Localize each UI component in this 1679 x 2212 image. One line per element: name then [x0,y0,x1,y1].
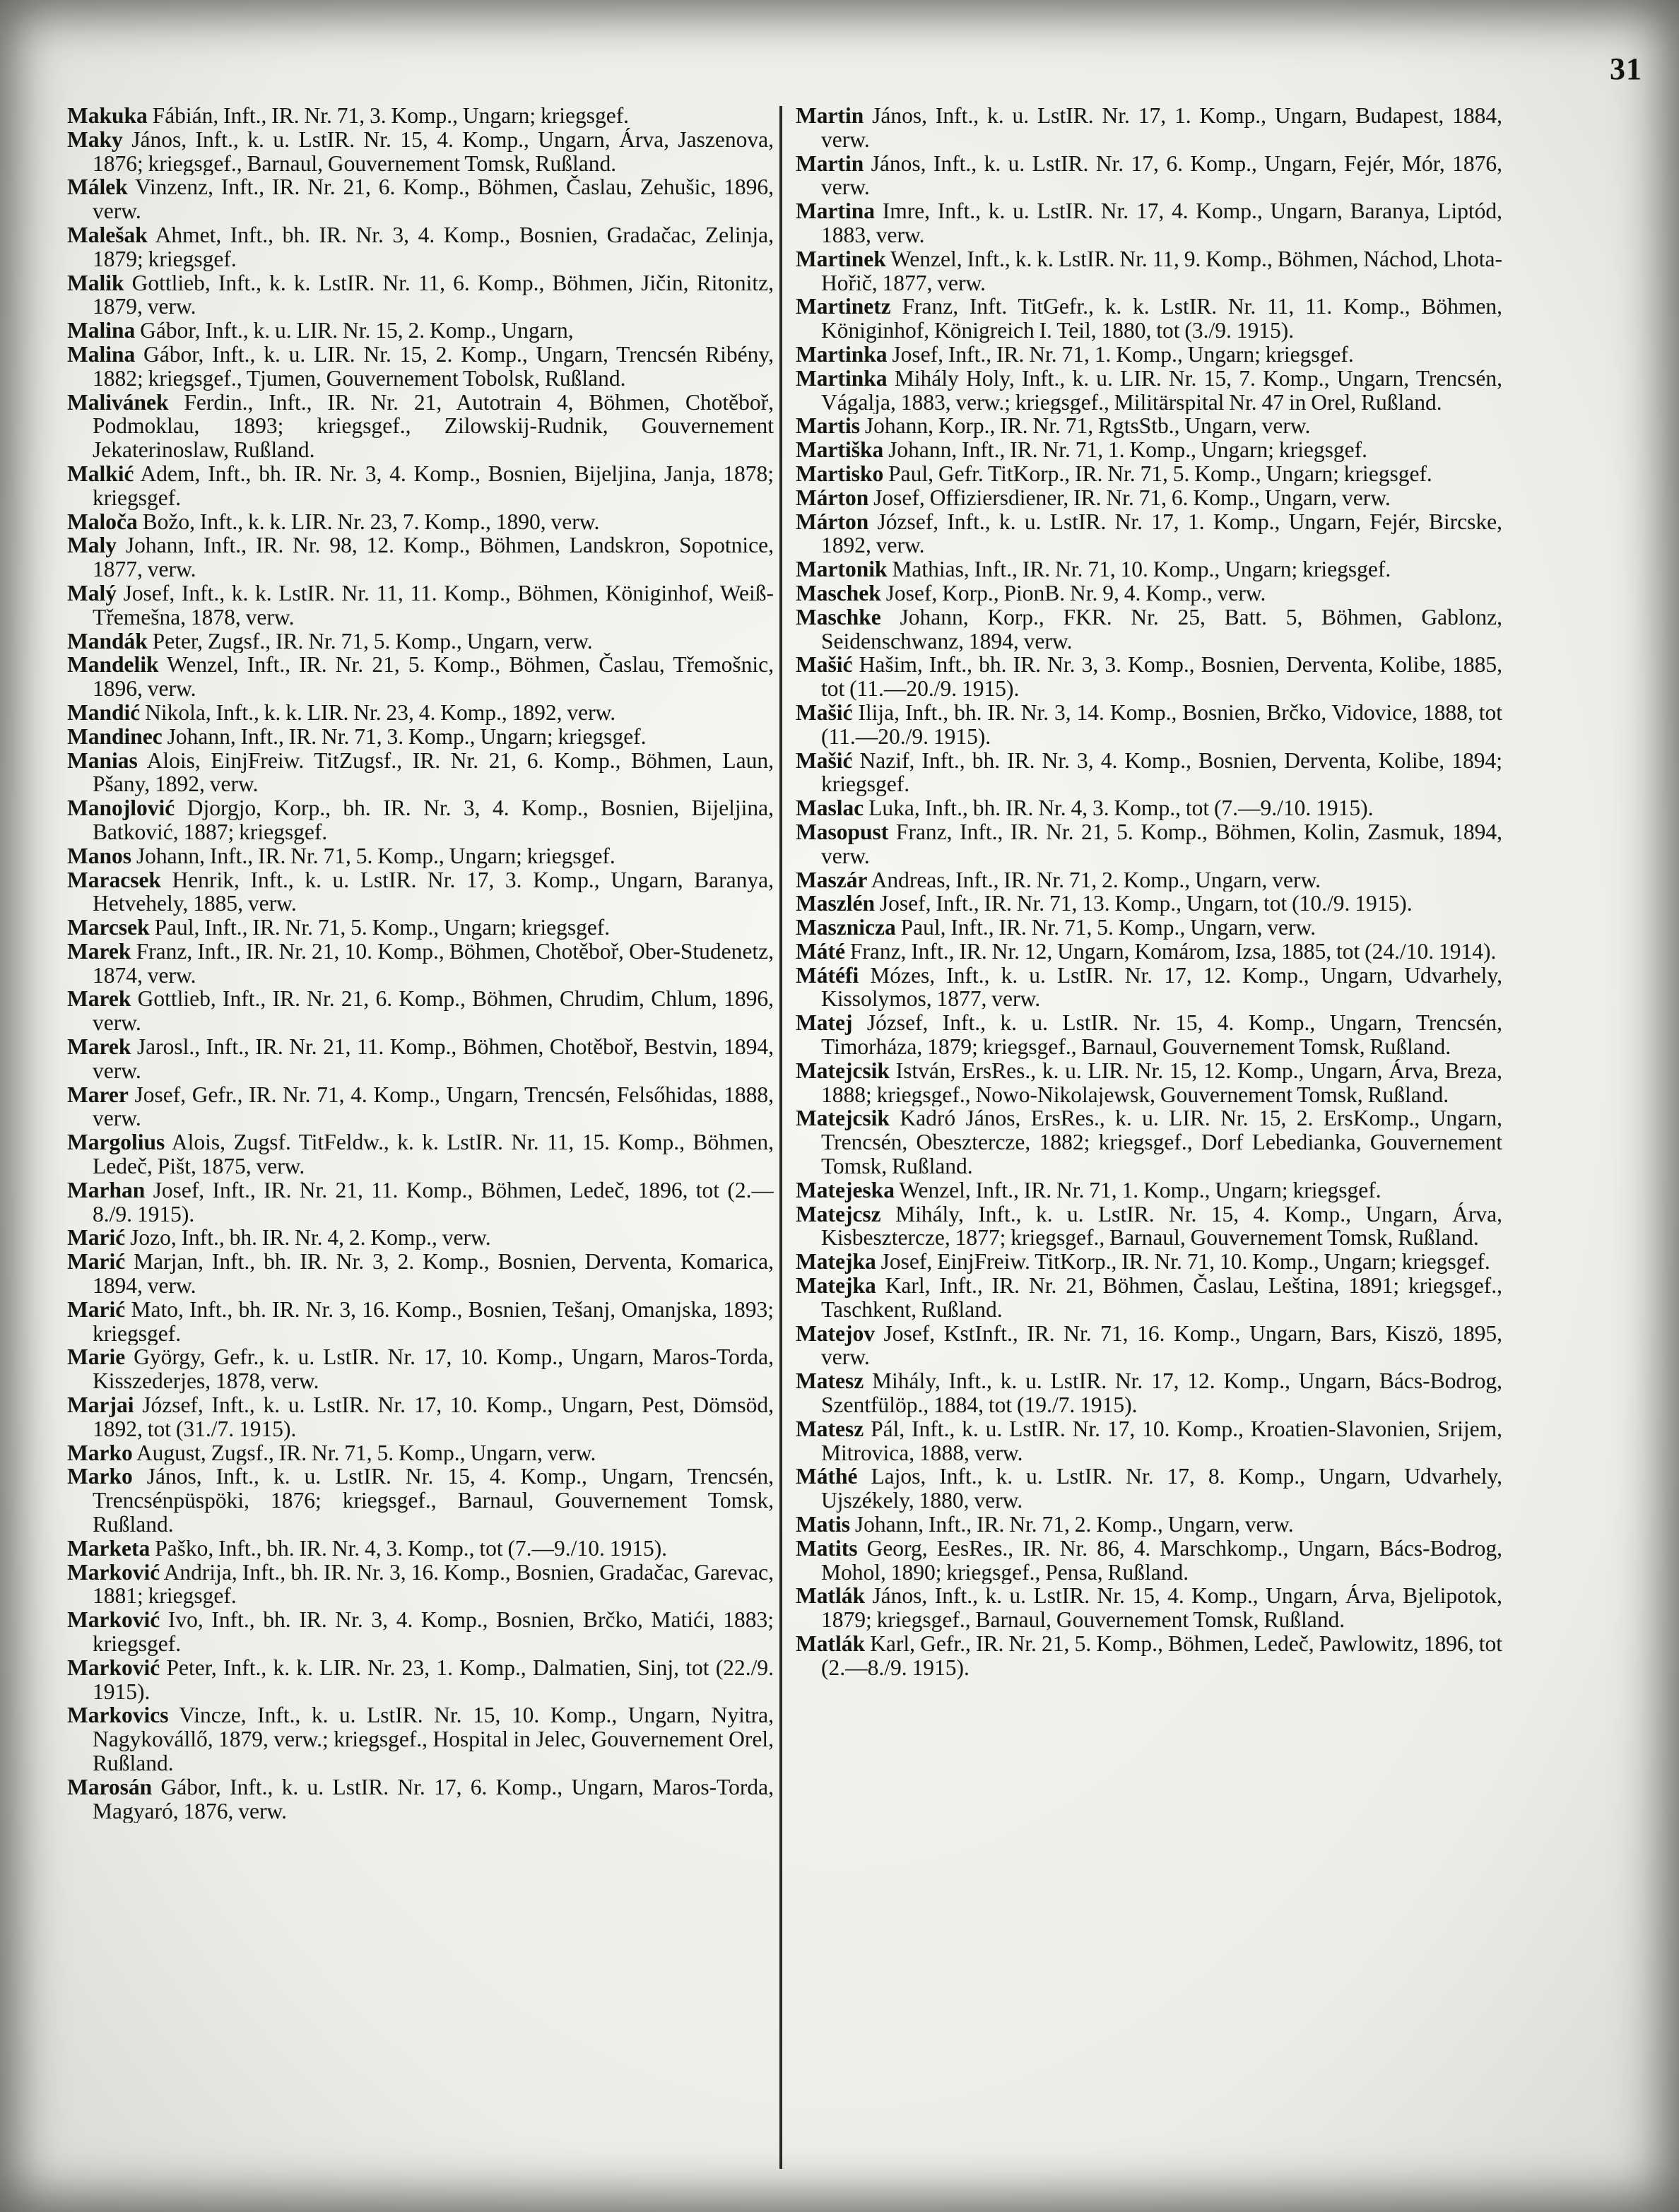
entry-surname: Martiška [796,438,884,462]
entry-surname: Markovics [67,1703,169,1728]
roster-entry [796,964,1502,1012]
entry-surname: Maschke [796,605,881,629]
entry-surname: Mašić [796,653,853,678]
roster-entry [796,605,1502,653]
roster-entry [67,1656,774,1704]
entry-details: Henrik, Inft., k. u. LstIR. Nr. 17, 3. Komp., Ungarn, Baranya, Hetvehely, 1885, verw. [93,868,774,916]
entry-details: Marjan, Inft., bh. IR. Nr. 3, 2. Komp., Bosnien, Derventa, Komarica, 1894, verw. [93,1250,774,1298]
roster-entry [67,844,774,868]
entry-surname: Málek [67,175,128,200]
roster-entry [67,1393,774,1441]
entry-details: Mathias, Inft., IR. Nr. 71, 10. Komp., Ungarn; kriegsgef. [887,557,1391,581]
entry-details: Wenzel, Inft., IR. Nr. 21, 5. Komp., Böhmen, Časlau, Třemošnic, 1896, verw. [93,653,774,701]
entry-surname: Maracsek [67,868,161,892]
entry-details: Johann, Korp., FKR. Nr. 25, Batt. 5, Böhmen, Gablonz, Seidenschwanz, 1894, verw. [821,605,1502,653]
roster-entry [796,892,1502,916]
roster-entry [67,510,774,534]
column-divider [779,106,782,2169]
roster-entry [67,1250,774,1298]
entry-surname: Matejka [796,1274,876,1299]
entry-surname: Marek [67,939,131,964]
entry-surname: Mandinec [67,724,163,749]
entry-details: Franz, Inft., IR. Nr. 21, 10. Komp., Böhmen, Chotěboř, Ober-Studenetz, 1874, verw. [93,939,774,988]
entry-surname: Maslac [796,796,864,820]
entry-surname: Matlák [796,1584,865,1609]
entry-surname: Maloča [67,509,138,534]
entry-details: Gábor, Inft., k. u. LIR. Nr. 15, 2. Komp., Ungarn, [135,319,574,343]
entry-details: György, Gefr., k. u. LstIR. Nr. 17, 10. Komp., Ungarn, Maros-Torda, Kisszederjes, 1878, verw. [93,1345,774,1394]
roster-entry [796,414,1502,438]
roster-entry [796,438,1502,462]
entry-surname: Marković [67,1608,160,1633]
roster-entry [796,343,1502,367]
roster-entry [67,1537,774,1561]
roster-entry [67,1703,774,1775]
entry-details: Josef, EinjFreiw. TitKorp., IR. Nr. 71, 10. Komp., Ungarn; kriegsgef. [876,1250,1490,1274]
roster-entry [67,916,774,940]
roster-entry [796,199,1502,247]
entry-details: Pál, Inft., k. u. LstIR. Nr. 17, 10. Komp., Kroatien-Slavonien, Srijem, Mitrovica, 1888, verw. [821,1416,1502,1465]
entry-surname: Marek [67,987,131,1012]
roster-entry [796,701,1502,749]
entry-surname: Masopust [796,820,889,844]
roster-entry [67,1298,774,1346]
roster-entry [796,1513,1502,1537]
entry-details: Mihály, Inft., k. u. LstIR. Nr. 17, 12. Komp., Ungarn, Bács-Bodrog, Szentfülöp., 1884, tot (19./7. 1915). [821,1369,1502,1417]
entry-details: Kadró János, ErsRes., k. u. LIR. Nr. 15, 2. ErsKomp., Ungarn, Trencsén, Obesztercze, 1882; kriegsgef., Dorf Lebedianka, Gouvernement Tomsk, Rußland. [821,1106,1502,1178]
entry-surname: Maschek [796,581,881,605]
entry-details: Johann, Korp., IR. Nr. 71, RgtsStb., Ungarn, verw. [859,414,1311,439]
entry-details: Nikola, Inft., k. k. LIR. Nr. 23, 4. Komp., 1892, verw. [140,700,616,725]
entry-surname: Marosán [67,1775,153,1799]
entry-surname: Martinka [796,342,888,367]
roster-entry [796,295,1502,343]
roster-entry [67,391,774,462]
entry-surname: Margolius [67,1130,165,1155]
entry-details: Gottlieb, Inft., k. k. LstIR. Nr. 11, 6. Komp., Böhmen, Jičin, Ritonitz, 1879, verw. [93,271,774,319]
roster-entry [67,1226,774,1250]
entry-details: Mihály Holy, Inft., k. u. LIR. Nr. 15, 7. Komp., Ungarn, Trencsén, Vágalja, 1883, verw.; kriegsgef., Militärspital Nr. 47 in Orel, Rußland. [821,366,1502,415]
entry-details: Gottlieb, Inft., IR. Nr. 21, 6. Komp., Böhmen, Chrudim, Chlum, 1896, verw. [93,987,774,1036]
entry-details: Wenzel, Inft., k. k. LstIR. Nr. 11, 9. Komp., Böhmen, Náchod, Lhota-Hořič, 1877, verw. [821,247,1502,295]
entry-surname: Malivánek [67,390,169,415]
entry-surname: Manias [67,748,138,773]
entry-details: Karl, Gefr., IR. Nr. 21, 5. Komp., Böhmen, Ledeč, Pawlowitz, 1896, tot (2.—8./9. 1915). [821,1632,1502,1680]
entry-surname: Martinetz [796,295,891,319]
entry-details: Andrija, Inft., bh. IR. Nr. 3, 16. Komp., Bosnien, Gradačac, Garevac, 1881; kriegsgef. [93,1560,774,1609]
entry-details: János, Inft., k. u. LstIR. Nr. 17, 6. Komp., Ungarn, Fejér, Mór, 1876, verw. [821,151,1502,200]
roster-entry [796,940,1502,964]
entry-surname: Maszár [796,868,868,892]
roster-entry [796,1178,1502,1202]
entry-details: Mózes, Inft., k. u. LstIR. Nr. 17, 12. Komp., Ungarn, Udvarhely, Kissolymos, 1877, verw. [821,963,1502,1012]
roster-entry [796,868,1502,892]
entry-surname: Matejcsik [796,1058,890,1083]
entry-details: Imre, Inft., k. u. LstIR. Nr. 17, 4. Komp., Ungarn, Baranya, Liptód, 1883, verw. [821,199,1502,247]
entry-details: Luka, Inft., bh. IR. Nr. 4, 3. Komp., tot (7.—9./10. 1915). [864,796,1374,820]
roster-entry [796,1465,1502,1513]
entry-surname: Marić [67,1226,126,1250]
page-number: 31 [1610,52,1642,86]
roster-entry [67,1178,774,1226]
entry-surname: Mandelik [67,653,159,678]
entry-details: Franz, Inft., IR. Nr. 12, Ungarn, Komárom, Izsa, 1885, tot (24./10. 1914). [844,939,1497,964]
entry-surname: Marcsek [67,916,150,940]
roster-entry [67,104,774,128]
roster-entry [67,1608,774,1656]
entry-details: Božo, Inft., k. k. LIR. Nr. 23, 7. Komp., 1890, verw. [137,509,600,534]
roster-entry [67,581,774,629]
roster-entry [796,916,1502,940]
entry-surname: Marer [67,1082,129,1107]
entry-surname: Marhan [67,1178,146,1202]
entry-details: Johann, Inft., IR. Nr. 71, 5. Komp., Ungarn; kriegsgef. [131,844,615,868]
roster-entry [796,152,1502,200]
entry-surname: Malina [67,342,136,367]
entry-surname: Marko [67,1441,133,1465]
entry-details: Ahmet, Inft., bh. IR. Nr. 3, 4. Komp., Bosnien, Gradačac, Zelinja, 1879; kriegsgef. [93,223,774,271]
entry-details: Paško, Inft., bh. IR. Nr. 4, 3. Komp., tot (7.—9./10. 1915). [150,1536,668,1561]
left-column [67,104,774,1823]
entry-details: Nazif, Inft., bh. IR. Nr. 3, 4. Komp., Bosnien, Derventa, Kolibe, 1894; kriegsgef. [821,748,1502,797]
entry-surname: Matlák [796,1632,865,1656]
right-column [796,104,1502,1680]
roster-entry [796,581,1502,605]
entry-details: Alois, Zugsf. TitFeldw., k. k. LstIR. Nr. 11, 15. Komp., Böhmen, Ledeč, Pišt, 1875, verw. [93,1130,774,1178]
roster-entry [67,462,774,510]
roster-entry [796,367,1502,415]
entry-details: Franz, Inft. TitGefr., k. k. LstIR. Nr. 11, 11. Komp., Böhmen, Königinhof, Königreich I. Teil, 1880, tot (3./9. 1915). [821,295,1502,343]
entry-details: Peter, Zugsf., IR. Nr. 71, 5. Komp., Ungarn, verw. [147,629,593,653]
entry-details: Ferdin., Inft., IR. Nr. 21, Autotrain 4, Böhmen, Chotěboř, Podmoklau, 1893; kriegsgef., Zilowskij-Rudnik, Gouvernement Jekaterinoslaw, Rußland. [93,390,774,462]
entry-surname: Mašić [796,700,853,725]
roster-entry [796,1250,1502,1274]
entry-surname: Maky [67,127,123,152]
roster-entry [796,104,1502,152]
entry-surname: Matejcsz [796,1202,881,1226]
entry-details: Gábor, Inft., k. u. LstIR. Nr. 17, 6. Komp., Ungarn, Maros-Torda, Magyaró, 1876, verw. [93,1775,774,1823]
entry-surname: Martin [796,151,864,176]
entry-surname: Marić [67,1250,126,1274]
entry-details: Ivo, Inft., bh. IR. Nr. 3, 4. Komp., Bosnien, Brčko, Matići, 1883; kriegsgef. [93,1608,774,1656]
roster-entry [67,701,774,725]
roster-entry [796,1106,1502,1178]
entry-surname: Matejcsik [796,1106,890,1131]
entry-details: Karl, Inft., IR. Nr. 21, Böhmen, Časlau, Leština, 1891; kriegsgef., Taschkent, Rußland. [821,1274,1502,1322]
entry-details: Georg, EesRes., IR. Nr. 86, 4. Marschkomp., Ungarn, Bács-Bodrog, Mohol, 1890; kriegsgef., Pensa, Rußland. [821,1536,1502,1585]
roster-entry [796,1011,1502,1059]
entry-surname: Mašić [796,748,853,773]
entry-details: Alois, EinjFreiw. TitZugsf., IR. Nr. 21, 6. Komp., Böhmen, Laun, Pšany, 1892, verw. [93,748,774,797]
entry-details: Ilija, Inft., bh. IR. Nr. 3, 14. Komp., Bosnien, Brčko, Vidovice, 1888, tot (11.—20./9. 1915). [821,700,1502,749]
entry-details: Johann, Inft., IR. Nr. 71, 1. Komp., Ungarn; kriegsgef. [883,438,1368,462]
entry-details: Djorgjo, Korp., bh. IR. Nr. 3, 4. Komp., Bosnien, Bijeljina, Batković, 1887; kriegsgef. [93,796,774,844]
roster-entry [796,796,1502,820]
entry-surname: Malina [67,319,136,343]
entry-surname: Matej [796,1011,853,1036]
entry-surname: Matejka [796,1250,876,1274]
roster-entry [67,749,774,797]
roster-entry [796,1202,1502,1250]
roster-entry [796,1632,1502,1680]
entry-details: József, Inft., k. u. LstIR. Nr. 17, 10. Komp., Ungarn, Pest, Dömsöd, 1892, tot (31./7. 1915). [93,1393,774,1441]
roster-entry [796,653,1502,701]
roster-entry [67,343,774,391]
entry-details: Josef, Korp., PionB. Nr. 9, 4. Komp., verw. [880,581,1266,605]
entry-details: Vinzenz, Inft., IR. Nr. 21, 6. Komp., Böhmen, Časlau, Zehušic, 1896, verw. [93,175,774,223]
entry-surname: Manojlović [67,796,175,821]
entry-details: Josef, Inft., IR. Nr. 21, 11. Komp., Böhmen, Ledeč, 1896, tot (2.—8./9. 1915). [93,1178,774,1226]
entry-details: Josef, Inft., IR. Nr. 71, 1. Komp., Ungarn; kriegsgef. [887,342,1354,367]
entry-surname: Martinka [796,366,888,391]
roster-entry [796,1322,1502,1370]
entry-details: Johann, Inft., IR. Nr. 98, 12. Komp., Böhmen, Landskron, Sopotnice, 1877, verw. [93,533,774,581]
entry-details: Fábián, Inft., IR. Nr. 71, 3. Komp., Ungarn; kriegsgef. [147,104,630,128]
entry-surname: Marie [67,1345,126,1370]
roster-entry [67,271,774,319]
entry-surname: Manos [67,844,132,868]
entry-surname: Martonik [796,557,888,581]
entry-surname: Maszlén [796,892,875,916]
entry-details: János, Inft., k. u. LstIR. Nr. 15, 4. Komp., Ungarn, Árva, Jaszenova, 1876; kriegsgef., Barnaul, Gouvernement Tomsk, Rußland. [93,127,774,176]
entry-surname: Martina [796,199,875,224]
entry-details: Josef, Inft., IR. Nr. 71, 13. Komp., Ungarn, tot (10./9. 1915). [874,892,1413,916]
roster-entry [67,1083,774,1131]
roster-entry [67,1561,774,1609]
entry-details: Wenzel, Inft., IR. Nr. 71, 1. Komp., Ungarn; kriegsgef. [894,1178,1382,1202]
roster-entry [67,1345,774,1393]
entry-details: Lajos, Inft., k. u. LstIR. Nr. 17, 8. Komp., Ungarn, Udvarhely, Ujszékely, 1880, verw. [821,1465,1502,1513]
entry-details: Johann, Inft., IR. Nr. 71, 2. Komp., Ungarn, verw. [849,1513,1294,1537]
roster-entry [67,1130,774,1178]
entry-surname: Martisko [796,461,884,486]
entry-details: Andreas, Inft., IR. Nr. 71, 2. Komp., Ungarn, verw. [867,868,1321,892]
entry-details: Jozo, Inft., bh. IR. Nr. 4, 2. Komp., verw. [125,1226,491,1250]
roster-entry [67,725,774,749]
entry-surname: Martis [796,414,860,439]
roster-entry [67,629,774,653]
entry-details: József, Inft., k. u. LstIR. Nr. 15, 4. Komp., Ungarn, Trencsén, Timorháza, 1879; kriegsgef., Barnaul, Gouvernement Tomsk, Rußland. [821,1011,1502,1059]
roster-entry [796,1274,1502,1322]
entry-surname: Martin [796,104,864,128]
entry-details: József, Inft., k. u. LstIR. Nr. 17, 1. Komp., Ungarn, Fejér, Bircske, 1892, verw. [821,509,1502,558]
roster-entry [67,868,774,916]
entry-surname: Marek [67,1035,131,1060]
entry-surname: Matits [796,1536,858,1561]
entry-surname: Matesz [796,1369,864,1394]
entry-surname: Marković [67,1655,160,1680]
roster-entry [796,749,1502,797]
roster-entry [796,1369,1502,1417]
entry-details: Paul, Inft., IR. Nr. 71, 5. Komp., Ungarn; kriegsgef. [149,916,611,940]
entry-surname: Máté [796,939,845,964]
roster-entry [796,820,1502,868]
roster-entry [67,175,774,223]
entry-surname: Márton [796,509,869,534]
roster-entry [796,486,1502,510]
entry-surname: Malý [67,581,117,605]
entry-details: János, Inft., k. u. LstIR. Nr. 17, 1. Komp., Ungarn, Budapest, 1884, verw. [821,104,1502,152]
entry-details: János, Inft., k. u. LstIR. Nr. 15, 4. Komp., Ungarn, Trencsén, Trencsénpüspöki, 1876; kriegsgef., Barnaul, Gouvernement Tomsk, Rußland. [93,1465,774,1537]
entry-details: Josef, KstInft., IR. Nr. 71, 16. Komp., Ungarn, Bars, Kiszö, 1895, verw. [821,1321,1502,1370]
roster-entry [796,1537,1502,1585]
entry-details: Josef, Inft., k. k. LstIR. Nr. 11, 11. Komp., Böhmen, Königinhof, Weiß-Třemešna, 1878, verw. [93,581,774,629]
roster-entry [67,940,774,988]
roster-entry [67,128,774,176]
roster-entry [796,462,1502,486]
roster-entry [796,1417,1502,1465]
entry-details: Vincze, Inft., k. u. LstIR. Nr. 15, 10. Komp., Ungarn, Nyitra, Nagykovállő, 1879, verw.; kriegsgef., Hospital in Jelec, Gouvernement Orel, Rußland. [93,1703,774,1775]
roster-entry [67,1775,774,1823]
entry-surname: Matejeska [796,1178,895,1202]
entry-surname: Matesz [796,1416,864,1441]
entry-surname: Máthé [796,1465,858,1489]
entry-surname: Mátéfi [796,963,859,988]
roster-entry [796,247,1502,295]
entry-details: János, Inft., k. u. LstIR. Nr. 15, 4. Komp., Ungarn, Árva, Bjelipotok, 1879; kriegsgef., Barnaul, Gouvernement Tomsk, Rußland. [821,1584,1502,1632]
entry-details: August, Zugsf., IR. Nr. 71, 5. Komp., Ungarn, verw. [132,1441,596,1465]
entry-surname: Malik [67,271,124,295]
entry-surname: Masznicza [796,916,896,940]
entry-details: Franz, Inft., IR. Nr. 21, 5. Komp., Böhmen, Kolin, Zasmuk, 1894, verw. [821,820,1502,868]
entry-details: Adem, Inft., bh. IR. Nr. 3, 4. Komp., Bosnien, Bijeljina, Janja, 1878; kriegsgef. [93,461,774,510]
roster-entry [67,1035,774,1083]
entry-details: Paul, Gefr. TitKorp., IR. Nr. 71, 5. Komp., Ungarn; kriegsgef. [883,461,1432,486]
roster-entry [67,533,774,581]
entry-details: Jarosl., Inft., IR. Nr. 21, 11. Komp., Böhmen, Chotěboř, Bestvin, 1894, verw. [93,1035,774,1083]
roster-entry [67,653,774,701]
entry-details: Mihály, Inft., k. u. LstIR. Nr. 15, 4. Komp., Ungarn, Árva, Kisbesztercze, 1877; kriegsgef., Barnaul, Gouvernement Tomsk, Rußland. [821,1202,1502,1250]
roster-entry [67,796,774,844]
entry-surname: Matis [796,1513,850,1537]
entry-details: Josef, Offiziersdiener, IR. Nr. 71, 6. Komp., Ungarn, verw. [868,485,1391,510]
entry-details: Josef, Gefr., IR. Nr. 71, 4. Komp., Ungarn, Trencsén, Felsőhidas, 1888, verw. [93,1082,774,1131]
entry-surname: Mandák [67,629,148,653]
entry-surname: Mandić [67,700,141,725]
entry-surname: Marković [67,1560,160,1585]
roster-entry [67,319,774,343]
entry-surname: Makuka [67,104,148,128]
entry-surname: Marjai [67,1393,134,1418]
entry-details: Paul, Inft., IR. Nr. 71, 5. Komp., Ungarn, verw. [895,916,1316,940]
entry-surname: Maly [67,533,117,558]
entry-surname: Marko [67,1465,133,1489]
roster-entry [796,1059,1502,1107]
roster-entry [67,1465,774,1536]
roster-entry [796,557,1502,581]
entry-details: István, ErsRes., k. u. LIR. Nr. 15, 12. Komp., Ungarn, Árva, Breza, 1888; kriegsgef., Nowo-Nikolajewsk, Gouvernement Tomsk, Rußland. [821,1058,1502,1107]
entry-surname: Malkić [67,461,134,486]
entry-surname: Marić [67,1297,126,1322]
entry-details: Hašim, Inft., bh. IR. Nr. 3, 3. Komp., Bosnien, Derventa, Kolibe, 1885, tot (11.—20./9. 1915). [821,653,1502,701]
roster-entry [67,1441,774,1465]
roster-entry [796,510,1502,558]
entry-surname: Matejov [796,1321,875,1346]
entry-details: Gábor, Inft., k. u. LIR. Nr. 15, 2. Komp., Ungarn, Trencsén Ribény, 1882; kriegsgef., Tjumen, Gouvernement Tobolsk, Rußland. [93,342,774,391]
entry-surname: Malešak [67,223,148,247]
entry-details: Mato, Inft., bh. IR. Nr. 3, 16. Komp., Bosnien, Tešanj, Omanjska, 1893; kriegsgef. [93,1297,774,1346]
entry-surname: Marketa [67,1536,151,1561]
roster-entry [67,987,774,1035]
entry-details: Peter, Inft., k. k. LIR. Nr. 23, 1. Komp., Dalmatien, Sinj, tot (22./9. 1915). [93,1655,774,1704]
entry-details: Johann, Inft., IR. Nr. 71, 3. Komp., Ungarn; kriegsgef. [162,724,647,749]
roster-entry [67,223,774,271]
roster-entry [796,1584,1502,1632]
entry-surname: Márton [796,485,869,510]
entry-surname: Martinek [796,247,886,271]
